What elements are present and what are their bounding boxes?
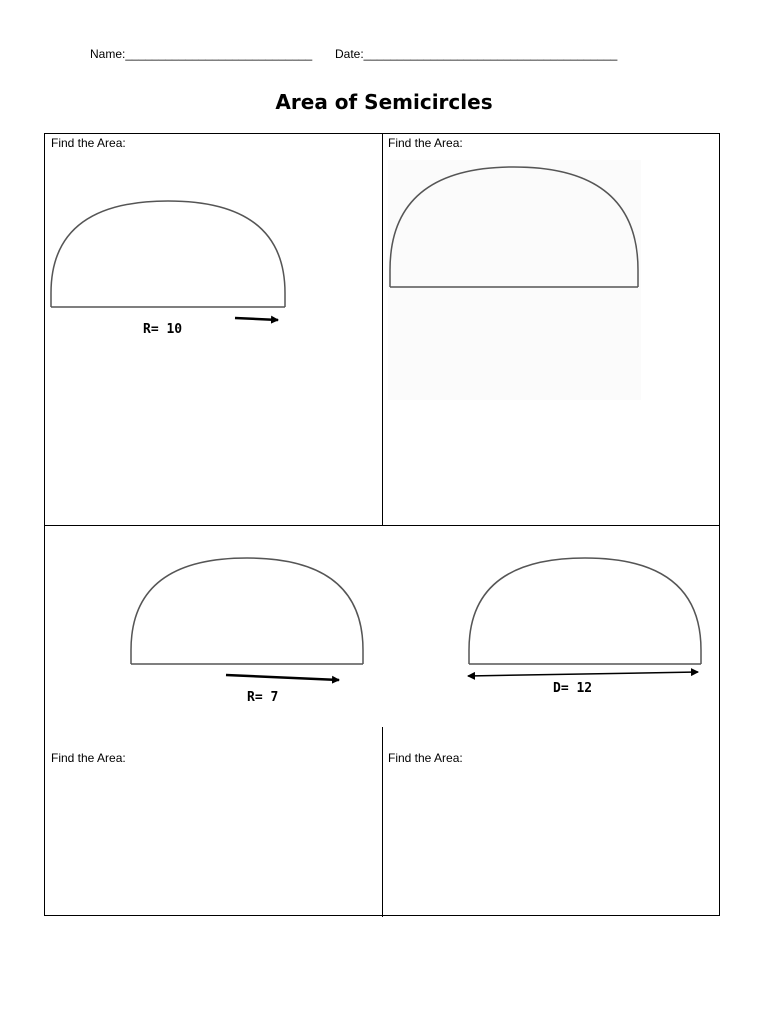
- problem-2-prompt: Find the Area:: [388, 136, 463, 150]
- divider-gap: [378, 685, 386, 725]
- page-title: Area of Semicircles: [275, 90, 493, 114]
- problem-3-measure: R= 7: [247, 690, 279, 705]
- grid-divider-vertical-bottom: [382, 727, 383, 917]
- worksheet-grid: [44, 133, 720, 916]
- problem-4-measure: D= 12: [553, 681, 593, 696]
- name-field[interactable]: Name:____________________________: [90, 47, 313, 61]
- problem-4-prompt: Find the Area:: [388, 751, 463, 765]
- problem-1-prompt: Find the Area:: [51, 136, 126, 150]
- problem-1-measure: R= 10: [143, 322, 183, 337]
- problem-3-prompt: Find the Area:: [51, 751, 126, 765]
- date-field[interactable]: Date:______________________________________: [335, 47, 618, 61]
- grid-divider-vertical-top: [382, 134, 383, 526]
